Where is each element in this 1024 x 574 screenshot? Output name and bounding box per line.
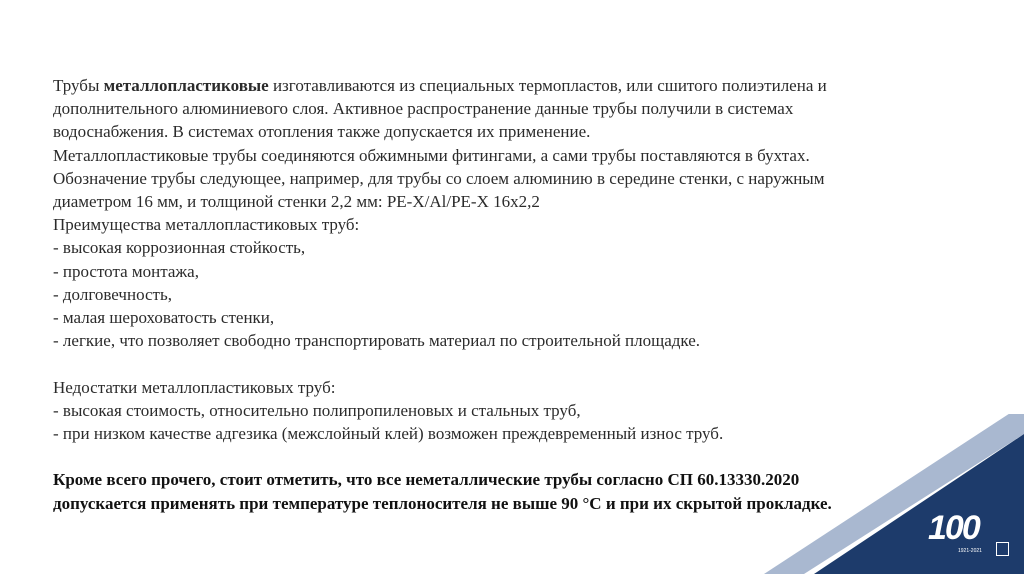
advantage-item: - легкие, что позволяет свободно транспортировать материал по строительной площадке. <box>53 331 701 351</box>
advantage-item: - малая шероховатость стенки, <box>53 308 275 328</box>
advantage-item: - высокая коррозионная стойкость, <box>53 238 306 258</box>
note-line: допускается применять при температуре теплоносителя не выше 90 °С и при их скрытой прокладке. <box>53 493 832 513</box>
main-text <box>53 74 953 515</box>
note-line: Кроме всего прочего, стоит отметить, что все неметаллические трубы согласно СП 60.13330.2020 <box>53 470 800 490</box>
intro-line: дополнительного алюминиевого слоя. Активное распространение данные трубы получили в системах <box>53 99 794 119</box>
note-block <box>53 468 953 514</box>
intro-line: диаметром 16 мм, и толщиной стенки 2,2 мм: PE-X/Al/PE-X 16x2,2 <box>53 192 540 212</box>
disadvantage-item: - при низком качестве адгезика (межслойный клей) возможен преждевременный износ труб. <box>53 424 724 444</box>
advantage-item: - простота монтажа, <box>53 261 199 281</box>
spacer <box>53 352 953 375</box>
logo-digits: 100 <box>928 509 979 547</box>
logo-years: 1921-2021 <box>958 548 982 554</box>
intro-rest: изготавливаются из специальных термопластов, или сшитого полиэтилена и <box>268 76 827 95</box>
centenary-logo <box>928 510 1012 560</box>
logo-emblem-icon <box>996 542 1009 556</box>
intro-line: водоснабжения. В системах отопления также допускается их применение. <box>53 122 591 142</box>
intro-line: Обозначение трубы следующее, например, для трубы со слоем алюминию в середине стенки, с наружным <box>53 168 825 188</box>
disadvantages-heading: Недостатки металлопластиковых труб: <box>53 377 336 397</box>
intro-bold-word: металлопластиковые <box>103 76 269 95</box>
intro-prefix: Трубы <box>53 76 104 95</box>
disadvantage-item: - высокая стоимость, относительно полипропиленовых и стальных труб, <box>53 400 581 420</box>
advantage-item: - долговечность, <box>53 284 172 304</box>
intro-first-line <box>53 74 953 97</box>
intro-line: Металлопластиковые трубы соединяются обжимными фитингами, а сами трубы поставляются в бухтах. <box>53 145 810 165</box>
advantages-heading: Преимущества металлопластиковых труб: <box>53 215 360 235</box>
